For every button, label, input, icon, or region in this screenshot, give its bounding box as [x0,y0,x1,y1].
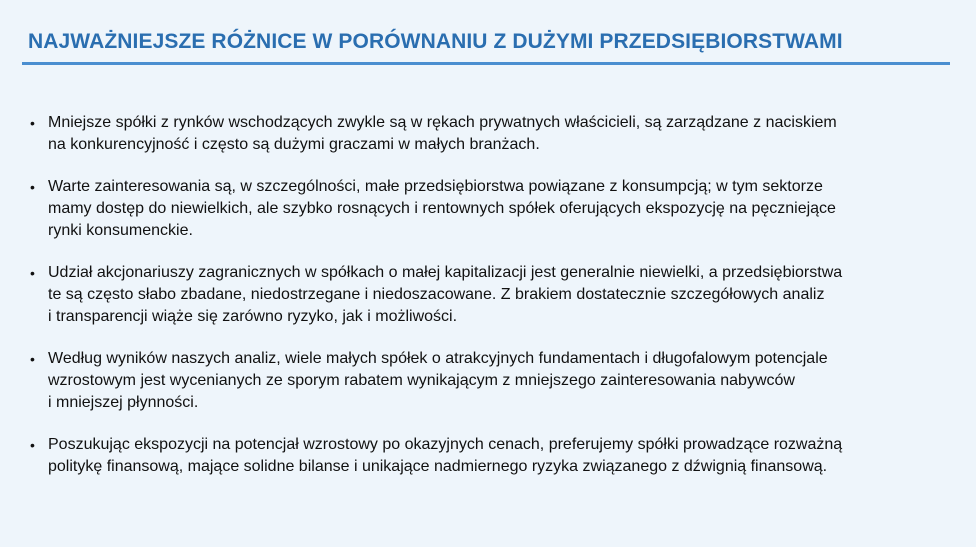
bullet-text-line: na konkurencyjność i często są dużymi graczami w małych branżach. [48,136,540,153]
bullet-text-line: i mniejszej płynności. [48,394,199,411]
bullet-item-1 [30,112,950,156]
bullet-text-line: Warte zainteresowania są, w szczególności, małe przedsiębiorstwa powiązane z konsumpcją; w tym sektorze [48,178,823,195]
bullet-text-line: wzrostowym jest wycenianych ze sporym rabatem wynikającym z mniejszego zainteresowania nabywców [48,372,795,389]
bullet-text-line: Według wyników naszych analiz, wiele małych spółek o atrakcyjnych fundamentach i długofalowym potencjale [48,350,828,367]
bullet-text-line: Udział akcjonariuszy zagranicznych w spółkach o małej kapitalizacji jest generalnie niewielki, a przedsiębiorstwa [48,264,843,281]
bullet-marker: • [30,265,35,281]
slide-title: NAJWAŻNIEJSZE RÓŻNICE W PORÓWNANIU Z DUŻYMI PRZEDSIĘBIORSTWAMI [28,30,843,53]
bullet-marker: • [30,437,35,453]
bullet-item-2 [30,176,950,242]
bullet-text-line: Mniejsze spółki z rynków wschodzących zwykle są w rękach prywatnych właścicieli, są zarządzane z naciskiem [48,114,837,131]
bullet-text-line: Poszukując ekspozycji na potencjał wzrostowy po okazyjnych cenach, preferujemy spółki prowadzące rozważną [48,436,843,453]
bullet-list [30,112,950,478]
bullet-text-line: i transparencji wiąże się zarówno ryzyko, jak i możliwości. [48,308,458,325]
bullet-marker: • [30,351,35,367]
bullet-item-5 [30,434,950,478]
bullet-item-4 [30,348,950,414]
bullet-item-3 [30,262,950,328]
bullet-marker: • [30,179,35,195]
bullet-text-line: rynki konsumenckie. [48,222,193,239]
bullet-text-line: te są często słabo zbadane, niedostrzegane i niedoszacowane. Z brakiem dostatecznie szczegółowych analiz [48,286,825,303]
bullet-marker: • [30,115,35,131]
bullet-text-line: mamy dostęp do niewielkich, ale szybko rosnących i rentownych spółek oferujących ekspozycję na pęczniejące [48,200,836,217]
title-divider [22,62,950,65]
bullet-text-line: politykę finansową, mające solidne bilanse i unikające nadmiernego ryzyka związanego z dźwignią finansową. [48,458,828,475]
